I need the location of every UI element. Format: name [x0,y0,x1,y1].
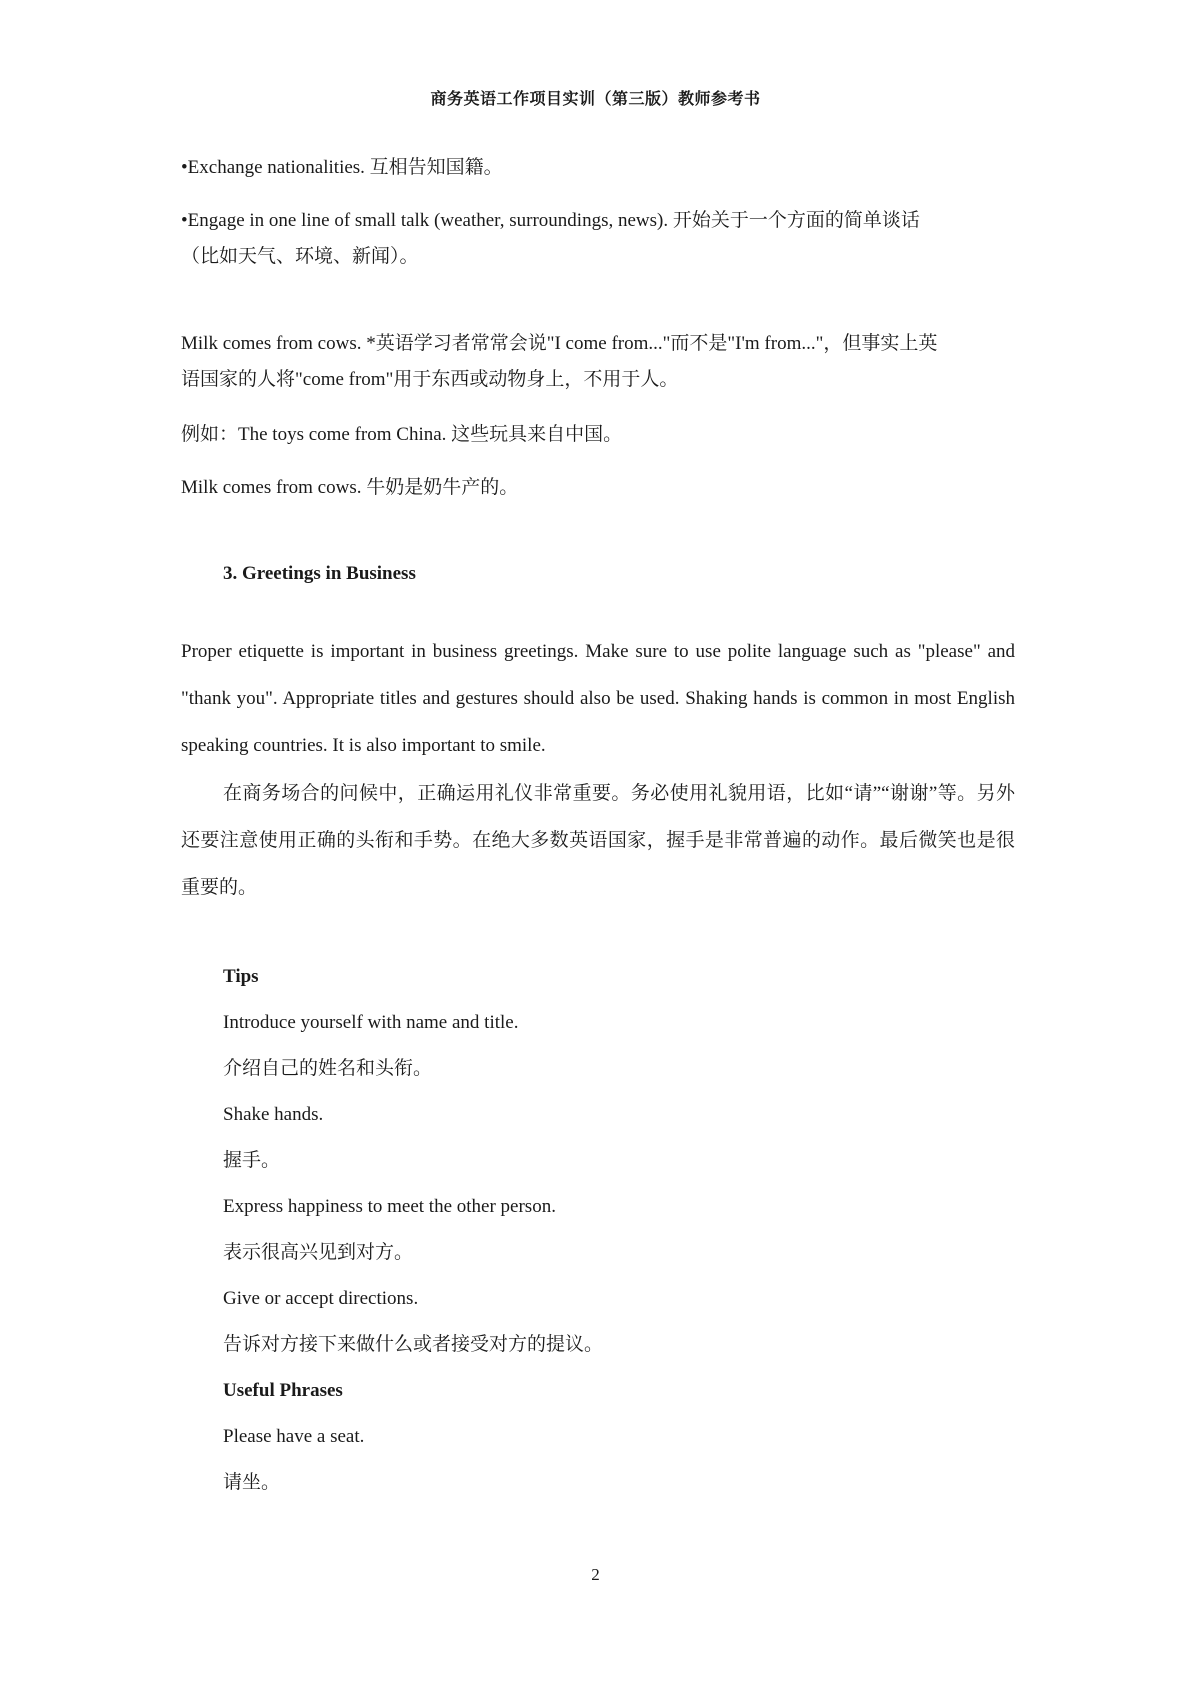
useful-phrases-heading: Useful Phrases [223,1380,343,1401]
phrase-item: Please have a seat. [223,1426,365,1447]
bullet-small-talk [181,203,1015,275]
paragraph-chinese: 在商务场合的问候中，正确运用礼仪非常重要。务必使用礼貌用语，比如“请”“谢谢”等。另外还要注意使用正确的头衔和手势。在绝大多数英语国家，握手是非常普遍的动作。最后微笑也是很重要的。 [181,783,1015,898]
bullet-line: •Engage in one line of small talk (weather, surroundings, news). 开始关于一个方面的简单谈话 [181,210,920,231]
tips-item: 告诉对方接下来做什么或者接受对方的提议。 [223,1334,604,1355]
example-milk [181,470,1015,506]
section-heading: 3. Greetings in Business [223,563,416,584]
tips-item: 介绍自己的姓名和头衔。 [223,1058,433,1079]
example-line: 例如：The toys come from China. 这些玩具来自中国。 [181,424,623,445]
bullet-exchange-nationalities [181,150,1015,186]
tips-item: Express happiness to meet the other person. [223,1196,556,1217]
tips-section [223,959,1015,1511]
phrase-item: 请坐。 [223,1472,281,1493]
tips-item: 握手。 [223,1150,281,1171]
paragraph-english: Proper etiquette is important in business greetings. Make sure to use polite language such as "please" and "thank you". Appropriate titles and gestures should also be used. Shaking hands is common in most English speaking countries. It is also important to smile. [181,641,1015,756]
come-from-note [181,326,1015,398]
tips-heading: Tips [223,966,259,987]
bullet-line: •Exchange nationalities. 互相告知国籍。 [181,157,503,178]
tips-item: Give or accept directions. [223,1288,419,1309]
example-toys [181,417,1015,453]
note-line-1: Milk comes from cows. *英语学习者常常会说"I come from..."而不是"I'm from..."，但事实上英 [181,333,938,354]
tips-item: Shake hands. [223,1104,324,1125]
example-line: Milk comes from cows. 牛奶是奶牛产的。 [181,477,519,498]
bullet-line-continued: （比如天气、环境、新闻）。 [181,246,419,267]
tips-item: 表示很高兴见到对方。 [223,1242,414,1263]
note-line-2: 语国家的人将"come from"用于东西或动物身上，不用于人。 [181,369,679,390]
page-number: 2 [591,1565,600,1584]
page-header-title: 商务英语工作项目实训（第三版）教师参考书 [430,89,761,108]
tips-item: Introduce yourself with name and title. [223,1012,519,1033]
